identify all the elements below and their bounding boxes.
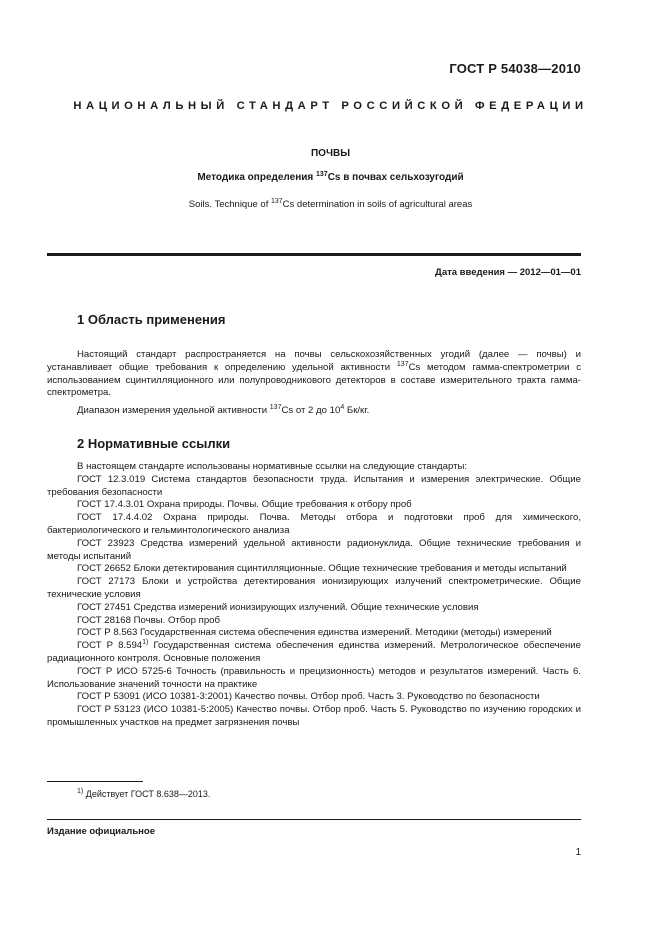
normative-references [47, 461, 581, 730]
reference-item [47, 474, 581, 500]
reference-item [47, 576, 581, 602]
range-text-b: Cs от 2 до 10 [281, 405, 341, 416]
reference-item [47, 691, 581, 704]
subtitle-ru-isotope: 137 [316, 171, 328, 178]
subtitle-en-isotope: 137 [270, 198, 283, 205]
official-edition-label: Издание официальное [47, 826, 155, 837]
reference-item [47, 538, 581, 564]
footnote-marker[interactable]: 1) [142, 639, 149, 647]
scope-text-a: Настоящий стандарт распространяется на почвы сельскохозяйственных угодий (далее — почвы) и устанавливает общие требования к определению удельной активности [47, 349, 581, 373]
range-isotope: 137 [269, 404, 282, 411]
scope-text-b: Cs методом гамма-спектрометрии с использованием сцинтилляционного или полупроводникового детекторов в составе измерительного тракта гамма-спектрометра. [47, 361, 582, 399]
scope-isotope: 137 [396, 360, 409, 368]
reference-item-with-footnote [47, 640, 581, 666]
footer-divider [47, 819, 581, 820]
national-standard-heading: НАЦИОНАЛЬНЫЙ СТАНДАРТ РОССИЙСКОЙ ФЕДЕРАЦИИ [73, 100, 588, 112]
reference-text: ГОСТ Р 8.563 Государственная система обеспечения единства измерений. Методики (методы) измерений [77, 627, 552, 639]
reference-item [47, 512, 581, 538]
page-number: 1 [575, 847, 581, 858]
reference-text: Государственная система обеспечения единства измерений. Метрологическое обеспечение радиационного контроля. Основные положения [47, 640, 581, 664]
document-subtitle-en [0, 199, 661, 210]
subtitle-ru-prefix: Методика определения [197, 172, 316, 183]
reference-text: ГОСТ 17.4.4.02 Охрана природы. Почва. Методы отбора и подготовки проб для химического, бактериологического и гельминтологического анализа [47, 512, 581, 536]
reference-item [47, 615, 581, 628]
reference-text: ГОСТ Р ИСО 5725-6 Точность (правильность и прецизионность) методов и результатов измерений. Часть 6. Использование значений точности на практике [47, 665, 581, 690]
reference-code: ГОСТ Р 8.594 [77, 640, 143, 652]
section-2-heading: 2 Нормативные ссылки [77, 436, 231, 451]
document-number: ГОСТ Р 54038—2010 [449, 61, 581, 76]
reference-text: ГОСТ 28168 Почвы. Отбор проб [77, 614, 220, 626]
footnote-text: Действует ГОСТ 8.638—2013. [83, 789, 211, 799]
reference-text: ГОСТ 23923 Средства измерений удельной активности радионуклида. Общие технические требования и методы испытаний [47, 537, 581, 562]
reference-text: ГОСТ 17.4.3.01 Охрана природы. Почвы. Общие требования к отбору проб [77, 499, 412, 511]
reference-text: ГОСТ Р 53091 (ИСО 10381-3:2001) Качество почвы. Отбор проб. Часть 3. Руководство по безопасности [77, 691, 540, 703]
header-divider [47, 253, 581, 256]
subtitle-ru-suffix: Cs в почвах сельхозугодий [327, 172, 464, 183]
document-title: ПОЧВЫ [310, 148, 350, 159]
footnote [77, 789, 210, 799]
reference-text: ГОСТ 12.3.019 Система стандартов безопасности труда. Испытания и измерения электрические. Общие требования безопасности [47, 473, 581, 498]
subtitle-en-prefix: Soils. Technique of [188, 199, 271, 210]
subtitle-en-suffix: Cs determination in soils of agricultural areas [282, 199, 473, 210]
reference-text: ГОСТ Р 53123 (ИСО 10381-5:2005) Качество почвы. Отбор проб. Часть 5. Руководство по изучению городских и промышленных участков на предмет загрязнения почвы [47, 704, 581, 728]
reference-item [47, 627, 581, 640]
references-intro-text: В настоящем стандарте использованы нормативные ссылки на следующие стандарты: [77, 461, 468, 472]
references-intro [47, 461, 581, 474]
reference-item [47, 499, 581, 512]
footnote-mark: 1) [77, 788, 84, 795]
section-1-heading: 1 Область применения [77, 312, 226, 327]
reference-item [47, 666, 581, 692]
reference-text: ГОСТ 27451 Средства измерений ионизирующих излучений. Общие технические условия [77, 601, 479, 613]
document-subtitle-ru [0, 172, 661, 183]
footnote-divider [47, 781, 143, 782]
section-1-paragraph-2 [47, 405, 581, 418]
range-exponent: 4 [340, 404, 345, 411]
range-text-a: Диапазон измерения удельной активности [77, 405, 270, 416]
range-text-c: Бк/кг. [344, 405, 370, 416]
reference-item [47, 563, 581, 576]
reference-item [47, 704, 581, 730]
introduction-date: Дата введения — 2012—01—01 [435, 267, 581, 278]
reference-item [47, 602, 581, 615]
reference-text: ГОСТ 27173 Блоки и устройства детектирования ионизирующих излучений спектрометрические. Общие технические условия [47, 576, 581, 600]
reference-text: ГОСТ 26652 Блоки детектирования сцинтилляционные. Общие технические требования и методы испытаний [77, 563, 567, 575]
section-1-paragraph-1 [47, 349, 581, 400]
